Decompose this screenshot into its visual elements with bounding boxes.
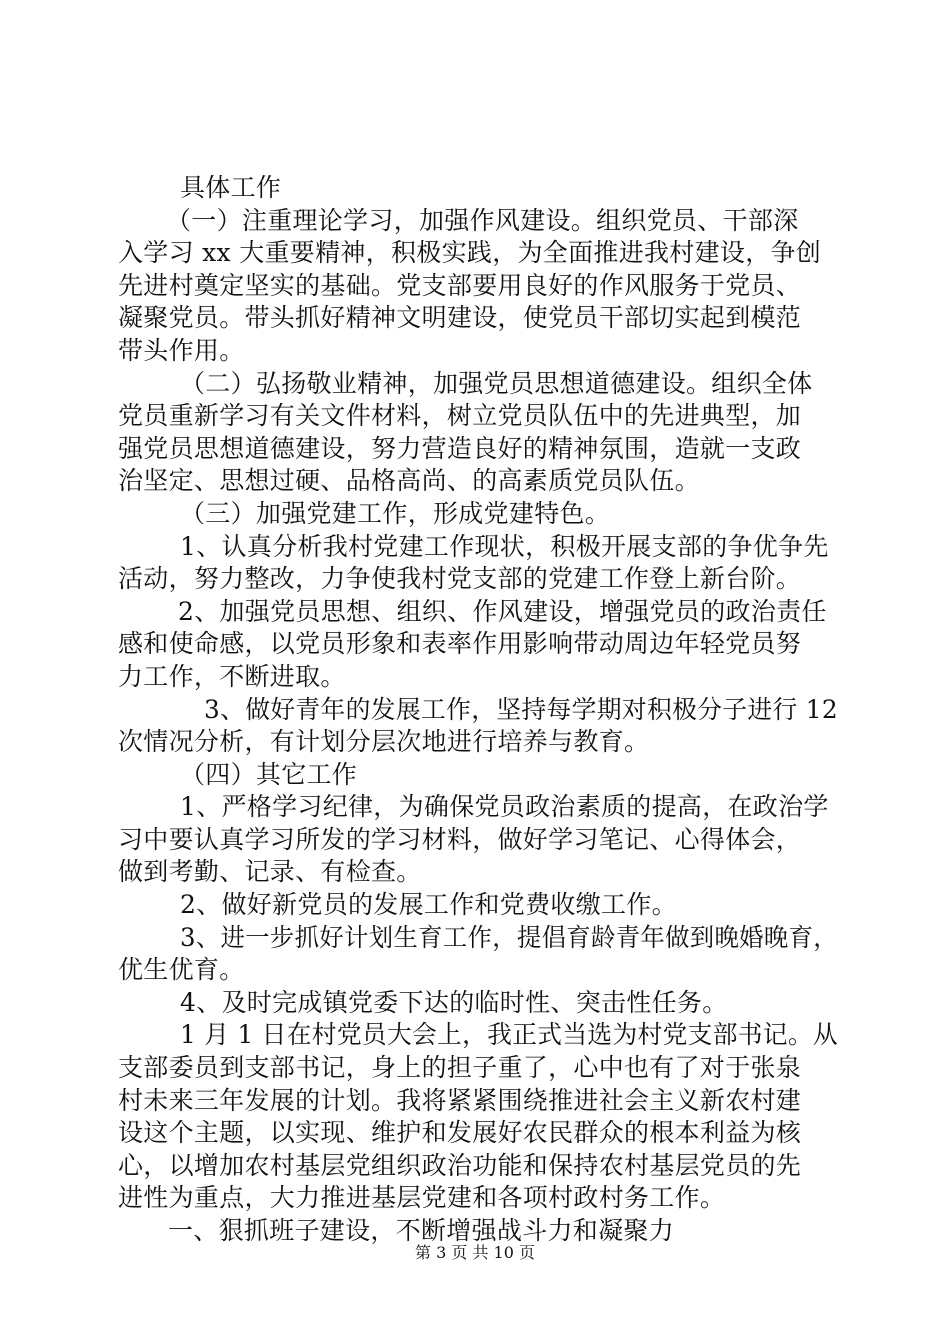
text-line: 2、加强党员思想、组织、作风建设，增强党员的政治责任 — [178, 596, 827, 626]
text-line: 强党员思想道德建设，努力营造良好的精神氛围，造就一支政 — [118, 433, 802, 463]
text-line: 2、做好新党员的发展工作和党费收缴工作。 — [180, 890, 677, 920]
page-footer: 第 3 页 共 10 页 — [415, 1243, 535, 1262]
text-line: 习中要认真学习所发的学习材料，做好学习笔记、心得体会， — [118, 824, 802, 854]
text-line: 凝聚党员。带头抓好精神文明建设，使党员干部切实起到模范 — [118, 303, 802, 333]
text-line: 感和使命感，以党员形象和表率作用影响带动周边年轻党员努 — [118, 629, 802, 659]
text-line: 村未来三年发展的计划。我将紧紧围绕推进社会主义新农村建 — [118, 1085, 802, 1115]
text-line: 1 月 1 日在村党员大会上，我正式当选为村党支部书记。从 — [180, 1020, 838, 1050]
text-line: （二）弘扬敬业精神，加强党员思想道德建设。组织全体 — [180, 368, 813, 398]
text-line: 入学习 xx 大重要精神，积极实践，为全面推进我村建设，争创 — [118, 238, 822, 268]
text-line: 心，以增加农村基层党组织政治功能和保持农村基层党员的先 — [118, 1150, 802, 1180]
text-line: 支部委员到支部书记，身上的担子重了，心中也有了对于张泉 — [118, 1053, 802, 1083]
text-line: （三）加强党建工作，形成党建特色。 — [180, 498, 611, 528]
text-line: （四）其它工作 — [180, 759, 358, 789]
text-line: 优生优育。 — [118, 955, 245, 985]
text-line: 带头作用。 — [118, 335, 245, 365]
text-line: 活动，努力整改，力争使我村党支部的党建工作登上新台阶。 — [118, 564, 802, 594]
text-line: 力工作，不断进取。 — [118, 661, 346, 691]
text-line: 1、严格学习纪律，为确保党员政治素质的提高，在政治学 — [180, 792, 829, 822]
text-line: 做到考勤、记录、有检查。 — [118, 857, 422, 887]
text-line: 3、做好青年的发展工作，坚持每学期对积极分子进行 12 — [204, 694, 838, 724]
text-line: 3、进一步抓好计划生育工作，提倡育龄青年做到晚婚晚育， — [180, 922, 838, 952]
text-line: （一）注重理论学习，加强作风建设。组织党员、干部深 — [166, 205, 799, 235]
text-line: 次情况分析，有计划分层次地进行培养与教育。 — [118, 727, 650, 757]
text-line: 进性为重点，大力推进基层党建和各项村政村务工作。 — [118, 1183, 726, 1213]
text-line: 设这个主题，以实现、维护和发展好农民群众的根本利益为核 — [118, 1118, 802, 1148]
text-line: 党员重新学习有关文件材料，树立党员队伍中的先进典型，加 — [118, 401, 802, 431]
text-line: 4、及时完成镇党委下达的临时性、突击性任务。 — [180, 987, 728, 1017]
text-line: 具体工作 — [180, 173, 282, 202]
document-body — [118, 172, 838, 1248]
text-line: 1、认真分析我村党建工作现状，积极开展支部的争优争先 — [180, 531, 829, 561]
text-line: 先进村奠定坚实的基础。党支部要用良好的作风服务于党员、 — [118, 270, 802, 300]
text-line: 治坚定、思想过硬、品格高尚、的高素质党员队伍。 — [118, 466, 700, 496]
text-line: 一、狠抓班子建设，不断增强战斗力和凝聚力 — [168, 1216, 675, 1245]
